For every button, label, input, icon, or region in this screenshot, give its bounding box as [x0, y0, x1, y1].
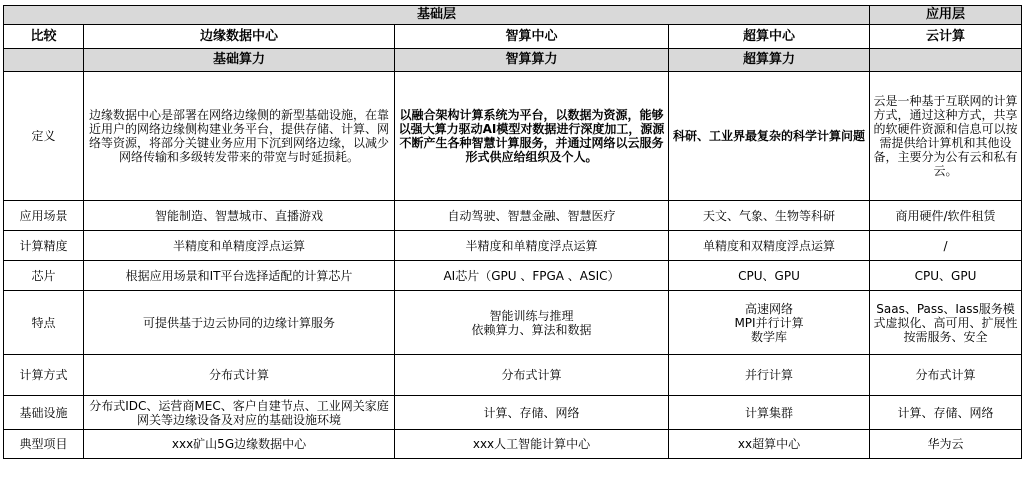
smart-infra: 计算、存储、网络: [395, 396, 669, 430]
row-label-project: 典型项目: [4, 430, 84, 459]
app-layer-header: 应用层: [870, 6, 1022, 25]
cloud-definition: 云是一种基于互联网的计算方式，通过这种方式，共享的软硬件资源和信息可以按需提供给计算机和其他设备，主要分为公有云和私有云。: [870, 72, 1022, 201]
header-row-layers: [4, 6, 1022, 25]
table-row-project: [4, 430, 1022, 459]
super-precision: 单精度和双精度浮点运算: [669, 231, 870, 261]
cloud-method: 分布式计算: [870, 355, 1022, 396]
comparison-table: [3, 5, 1022, 459]
edge-definition: 边缘数据中心是部署在网络边缘侧的新型基础设施，在靠近用户的网络边缘侧构建业务平台，提供存储、计算、网络等资源，将部分关键业务应用下沉到网络边缘，以减少网络传输和多级转发带来的带宽与时延损耗。: [84, 72, 395, 201]
table-row-feature: [4, 291, 1022, 355]
cloud-precision: /: [870, 231, 1022, 261]
super-power-header: 超算算力: [669, 49, 870, 72]
smart-definition: 以融合架构计算系统为平台，以数据为资源，能够以强大算力驱动AI模型对数据进行深度加工，源源不断产生各种智慧计算服务，并通过网络以云服务形式供应给组织及个人。: [395, 72, 669, 201]
row-label-definition: 定义: [4, 72, 84, 201]
smart-precision: 半精度和单精度浮点运算: [395, 231, 669, 261]
smart-project: xxx人工智能计算中心: [395, 430, 669, 459]
edge-dc-header: 边缘数据中心: [84, 25, 395, 49]
header-row-columns: [4, 25, 1022, 49]
edge-scenario: 智能制造、智慧城市、直播游戏: [84, 201, 395, 231]
super-definition: 科研、工业界最复杂的科学计算问题: [669, 72, 870, 201]
row-label-method: 计算方式: [4, 355, 84, 396]
cloud-power-header: [870, 49, 1022, 72]
cloud-computing-header: 云计算: [870, 25, 1022, 49]
edge-power-header: 基础算力: [84, 49, 395, 72]
edge-chip: 根据应用场景和IT平台选择适配的计算芯片: [84, 261, 395, 291]
smart-chip: AI芯片（GPU 、FPGA 、ASIC）: [395, 261, 669, 291]
header-row-power: [4, 49, 1022, 72]
smart-feature-line: 智能训练与推理: [489, 308, 574, 323]
super-infra: 计算集群: [669, 396, 870, 430]
cloud-chip: CPU、GPU: [870, 261, 1022, 291]
table-row-scenario: [4, 201, 1022, 231]
table-row-definition: [4, 72, 1022, 201]
row-label-chip: 芯片: [4, 261, 84, 291]
edge-feature: 可提供基于边云协同的边缘计算服务: [84, 291, 395, 355]
smart-feature: [395, 291, 669, 355]
smart-scenario: 自动驾驶、智慧金融、智慧医疗: [395, 201, 669, 231]
cloud-infra: 计算、存储、网络: [870, 396, 1022, 430]
super-method: 并行计算: [669, 355, 870, 396]
cloud-scenario: 商用硬件/软件租赁: [870, 201, 1022, 231]
row-label-precision: 计算精度: [4, 231, 84, 261]
compare-header: 比较: [4, 25, 84, 49]
table-row-infra: [4, 396, 1022, 430]
basic-layer-header: 基础层: [4, 6, 870, 25]
smart-computing-header: 智算中心: [395, 25, 669, 49]
edge-precision: 半精度和单精度浮点运算: [84, 231, 395, 261]
super-project: xx超算中心: [669, 430, 870, 459]
supercomputing-header: 超算中心: [669, 25, 870, 49]
super-feature: [669, 291, 870, 355]
row-label-scenario: 应用场景: [4, 201, 84, 231]
cloud-project: 华为云: [870, 430, 1022, 459]
edge-project: xxx矿山5G边缘数据中心: [84, 430, 395, 459]
super-feature-line: 数学库: [751, 329, 788, 344]
table-row-precision: [4, 231, 1022, 261]
row-label-infra: 基础设施: [4, 396, 84, 430]
table-row-method: [4, 355, 1022, 396]
edge-infra: 分布式IDC、运营商MEC、客户自建节点、工业网关家庭网关等边缘设备及对应的基础设施环境: [84, 396, 395, 430]
smart-power-header: 智算算力: [395, 49, 669, 72]
cloud-feature: Saas、Pass、Iass服务模式虚拟化、高可用、扩展性按需服务、安全: [870, 291, 1022, 355]
super-chip: CPU、GPU: [669, 261, 870, 291]
super-feature-line: MPI并行计算: [734, 315, 804, 330]
smart-method: 分布式计算: [395, 355, 669, 396]
table-row-chip: [4, 261, 1022, 291]
power-blank: [4, 49, 84, 72]
row-label-feature: 特点: [4, 291, 84, 355]
super-feature-line: 高速网络: [745, 301, 794, 316]
super-scenario: 天文、气象、生物等科研: [669, 201, 870, 231]
smart-feature-line: 依赖算力、算法和数据: [471, 322, 592, 337]
edge-method: 分布式计算: [84, 355, 395, 396]
